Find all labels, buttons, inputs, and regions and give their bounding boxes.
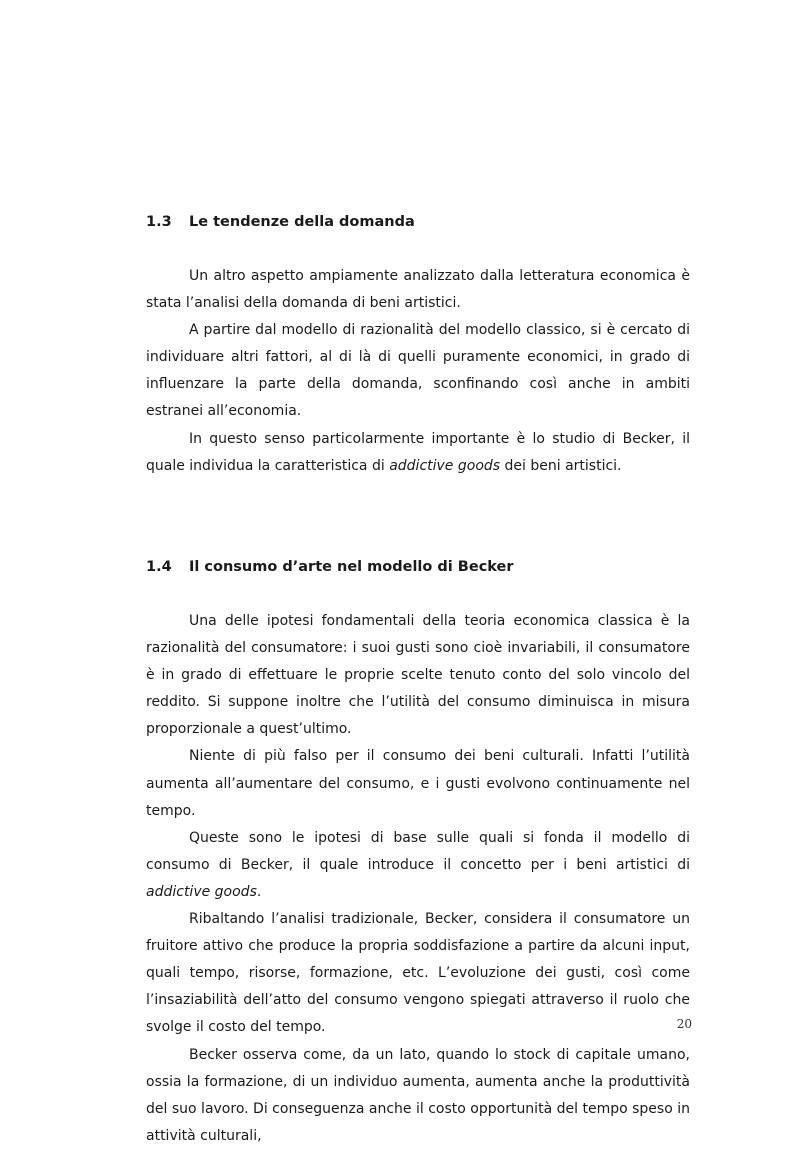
section-title: Il consumo d’arte nel modello di Becker (189, 559, 514, 575)
paragraph: In questo senso particolarmente importante è lo studio di Becker, il quale individua la caratteristica di addictive goods dei beni artistici. (146, 430, 690, 474)
section-number: 1.4 (146, 559, 172, 575)
italic-term: addictive goods (146, 883, 257, 900)
page-number: 20 (676, 1017, 692, 1031)
section-body-1-4 (146, 608, 690, 1150)
paragraph: Niente di più falso per il consumo dei beni culturali. Infatti l’utilità aumenta all’aumentare del consumo, e i gusti evolvono continuamente nel tempo. (146, 748, 690, 819)
paragraph: Un altro aspetto ampiamente analizzato dalla letteratura economica è stata l’analisi della domanda di beni artistici. (146, 268, 690, 312)
paragraph: Una delle ipotesi fondamentali della teoria economica classica è la razionalità del consumatore: i suoi gusti sono cioè invariabili, il consumatore è in grado di effettuare le proprie scelte tenuto conto del solo vincolo del reddito. Si suppone inoltre che l’utilità del consumo diminuisca in misura proporzionale a quest’ultimo. (146, 613, 690, 738)
paragraph: A partire dal modello di razionalità del modello classico, si è cercato di individuare altri fattori, al di là di quelli puramente economici, in grado di influenzare la parte della domanda, sconfinando così anche in ambiti estranei all’economia. (146, 322, 690, 420)
section-body-1-3 (146, 263, 690, 480)
paragraph: Ribaltando l’analisi tradizionale, Becker, considera il consumatore un fruitore attivo che produce la propria soddisfazione a partire da alcuni input, quali tempo, risorse, formazione, etc. L’evoluzione dei gusti, così come l’insaziabilità dell’atto del consumo vengono spiegati attraverso il ruolo che svolge il costo del tempo. (146, 911, 690, 1036)
paragraph: Becker osserva come, da un lato, quando lo stock di capitale umano, ossia la formazione, di un individuo aumenta, aumenta anche la produttività del suo lavoro. Di conseguenza anche il costo opportunità del tempo speso in attività culturali, (146, 1046, 690, 1144)
paragraph: Queste sono le ipotesi di base sulle quali si fonda il modello di consumo di Becker, il quale introduce il concetto per i beni artistici di addictive goods. (146, 829, 690, 900)
italic-term: addictive goods (389, 457, 501, 474)
section-heading-1-4 (146, 559, 514, 575)
section-title: Le tendenze della domanda (189, 214, 415, 230)
section-heading-1-3 (146, 214, 415, 230)
section-number: 1.3 (146, 214, 172, 230)
